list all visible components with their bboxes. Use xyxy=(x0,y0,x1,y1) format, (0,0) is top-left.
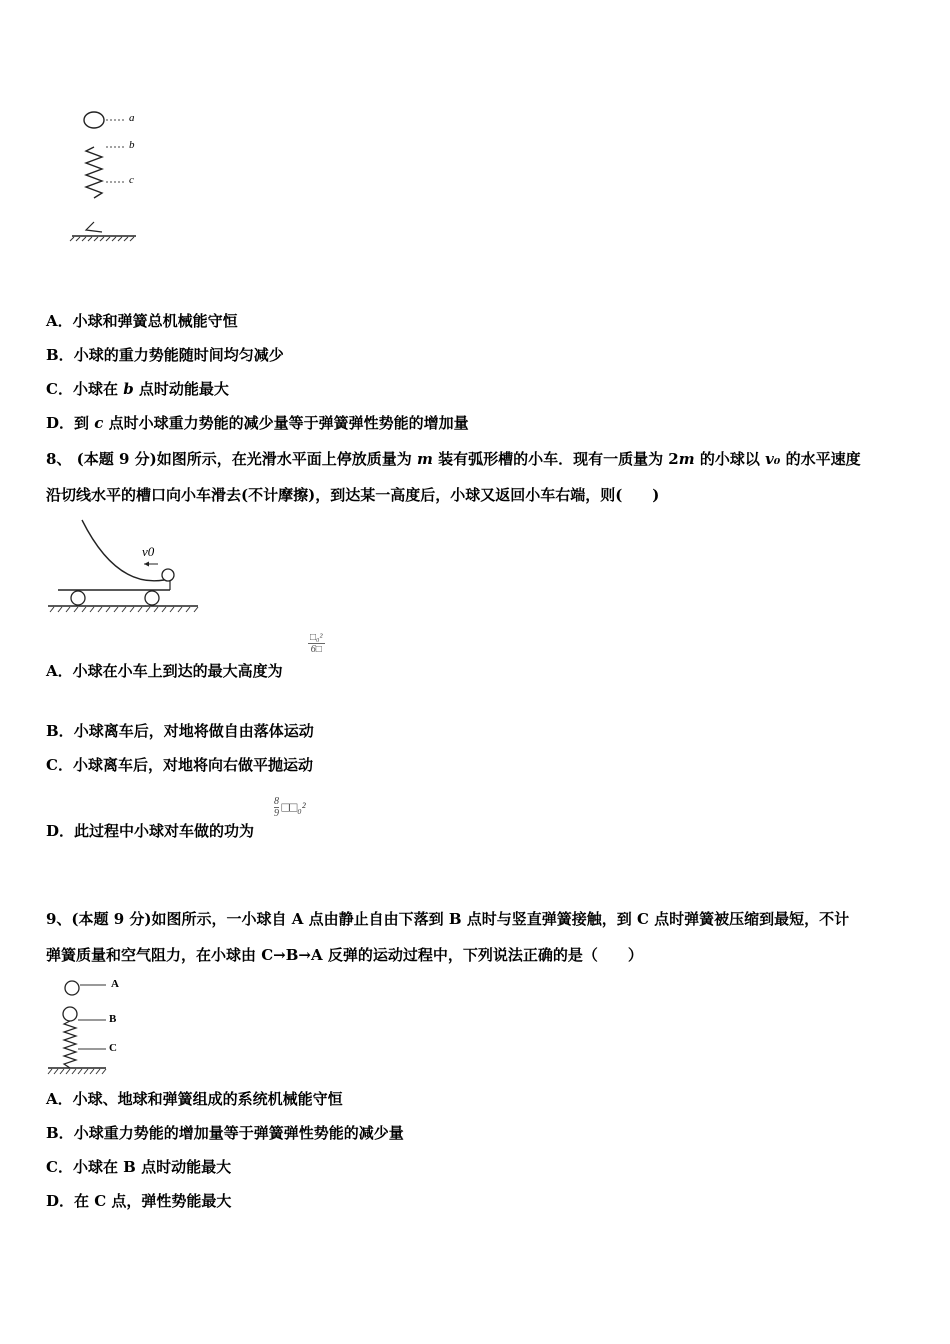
q8-option-c: C．小球离车后，对地将向右做平抛运动 xyxy=(46,756,313,774)
q8-option-a: A．小球在小车上到达的最大高度为 xyxy=(46,662,283,680)
label-b: b xyxy=(129,139,135,151)
q7-option-a: A．小球和弹簧总机械能守恒 xyxy=(46,312,238,330)
ball-a xyxy=(65,981,79,995)
label-a: A xyxy=(111,978,119,990)
q7-option-b: B．小球的重力势能随时间均匀减少 xyxy=(46,346,284,364)
q9-stem-line1: 9、(本题 9 分)如图所示，一小球自 A 点由静止自由下落到 B 点时与竖直弹簧接触，到 C 点时弹簧被压缩到最短，不计 xyxy=(46,910,850,928)
label-c: c xyxy=(129,174,134,186)
formula-a: □₀² 6□ xyxy=(310,632,323,655)
spring xyxy=(64,1021,76,1068)
q9-option-c: C．小球在 B 点时动能最大 xyxy=(46,1158,232,1176)
spring-figure-q7 xyxy=(66,106,156,246)
spring xyxy=(86,147,102,198)
q8-stem-line1: 8、 (本题 9 分)如图所示，在光滑水平面上停放质量为 m 装有弧形槽的小车．现有一质量为 2m 的小球以 v₀ 的水平速度 xyxy=(46,450,861,468)
q9-stem-line2: 弹簧质量和空气阻力，在小球由 C→B→A 反弹的运动过程中，下列说法正确的是（ ） xyxy=(46,946,643,964)
q9-option-a: A．小球、地球和弹簧组成的系统机械能守恒 xyxy=(46,1090,343,1108)
label-c: C xyxy=(109,1042,117,1054)
q9-option-b: B．小球重力势能的增加量等于弹簧弹性势能的减少量 xyxy=(46,1124,404,1142)
ball xyxy=(84,112,104,128)
wheel-right xyxy=(145,591,159,605)
formula-d: $\frac{8}{9}$ □□₀² xyxy=(274,796,306,819)
ball xyxy=(162,569,174,581)
ball-b xyxy=(63,1007,77,1021)
q8-stem-line2: 沿切线水平的槽口向小车滑去(不计摩擦)，到达某一高度后，小球又返回小车右端，则( ) xyxy=(46,486,660,504)
wheel-left xyxy=(71,591,85,605)
q7-option-d: D．到 c 点时小球重力势能的减少量等于弹簧弹性势能的增加量 xyxy=(46,414,469,432)
q8-option-d: D．此过程中小球对车做的功为 xyxy=(46,822,255,840)
label-a: a xyxy=(129,112,135,124)
q9-option-d: D．在 C 点，弹性势能最大 xyxy=(46,1192,232,1210)
velocity-label: v0 xyxy=(142,544,155,559)
spring-figure-q9 xyxy=(46,974,136,1078)
label-b: B xyxy=(109,1013,117,1025)
q7-option-c: C．小球在 b 点时动能最大 xyxy=(46,380,229,398)
cart-figure-q8 xyxy=(46,518,202,614)
q8-option-b: B．小球离车后，对地将做自由落体运动 xyxy=(46,722,314,740)
